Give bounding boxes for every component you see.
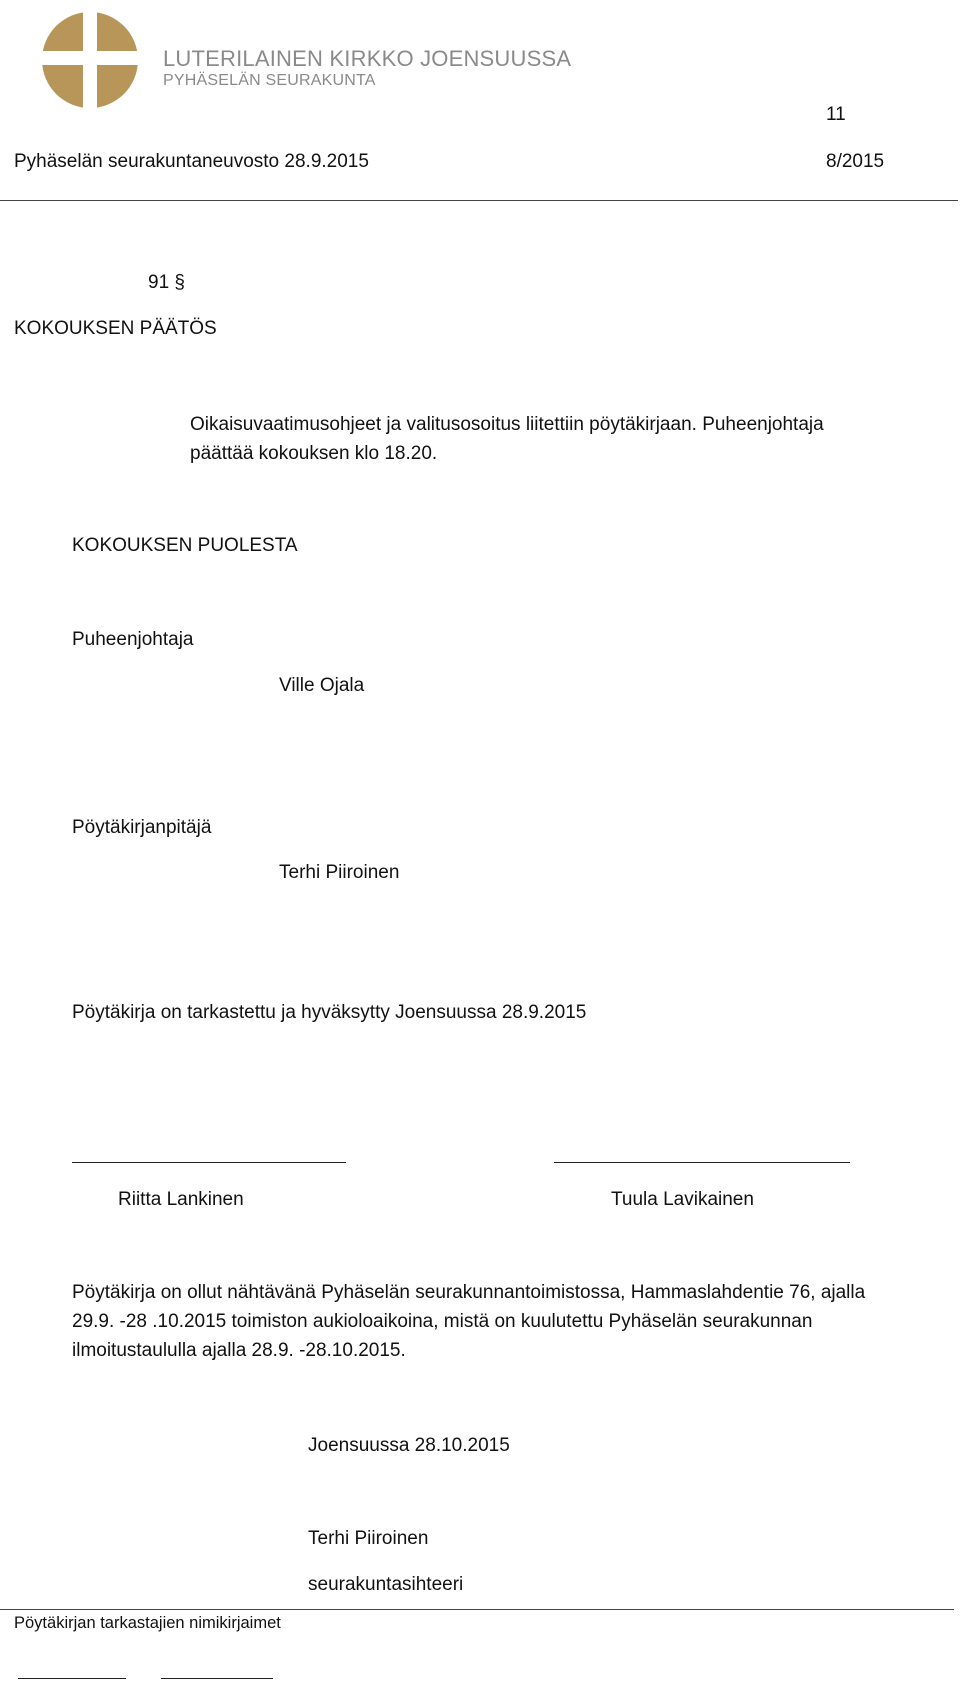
section-number: 91 § <box>148 272 185 293</box>
initials-line-1 <box>18 1678 126 1679</box>
checker-name-right: Tuula Lavikainen <box>611 1189 754 1210</box>
page-number: 11 <box>826 104 846 125</box>
place-date: Joensuussa 28.10.2015 <box>308 1435 510 1456</box>
display-notice-paragraph: Pöytäkirja on ollut nähtävänä Pyhäselän seurakunnantoimistossa, Hammaslahdentie 76, ajalla 29.9. -28 .10.2015 toimiston aukioloaikoina, mistä on kuulutettu Pyhäselän seurakunnan ilmoitustaululla ajalla 28.9. -28.10.2015. <box>72 1282 866 1361</box>
secretary-label: Pöytäkirjanpitäjä <box>72 817 212 838</box>
certifier-name: Terhi Piiroinen <box>308 1528 429 1549</box>
logo-line-1: LUTERILAINEN KIRKKO JOENSUUSSA <box>163 46 572 71</box>
checker-name-left: Riitta Lankinen <box>118 1189 244 1210</box>
footer-divider <box>0 1609 954 1610</box>
footer-initials-label: Pöytäkirjan tarkastajien nimikirjaimet <box>14 1614 281 1632</box>
section-heading: KOKOUKSEN PÄÄTÖS <box>14 318 217 339</box>
issue-number: 8/2015 <box>826 151 885 172</box>
logo-line-2: PYHÄSELÄN SEURAKUNTA <box>163 72 376 89</box>
cross-circle-logo-icon <box>42 12 138 108</box>
initials-line-2 <box>161 1678 273 1679</box>
approval-statement: Pöytäkirja on tarkastettu ja hyväksytty Joensuussa 28.9.2015 <box>72 1002 587 1023</box>
document-title: Pyhäselän seurakuntaneuvosto 28.9.2015 <box>14 151 369 172</box>
header-divider <box>0 200 958 201</box>
signature-line-left <box>72 1162 346 1163</box>
chair-label: Puheenjohtaja <box>72 629 194 650</box>
chair-name: Ville Ojala <box>279 675 365 696</box>
signing-heading: KOKOUKSEN PUOLESTA <box>72 535 298 556</box>
secretary-name: Terhi Piiroinen <box>279 862 400 883</box>
decision-paragraph: Oikaisuvaatimusohjeet ja valitusosoitus liitettiin pöytäkirjaan. Puheenjohtaja päättää kokouksen klo 18.20. <box>190 414 824 464</box>
certifier-title: seurakuntasihteeri <box>308 1574 464 1595</box>
signature-line-right <box>554 1162 850 1163</box>
